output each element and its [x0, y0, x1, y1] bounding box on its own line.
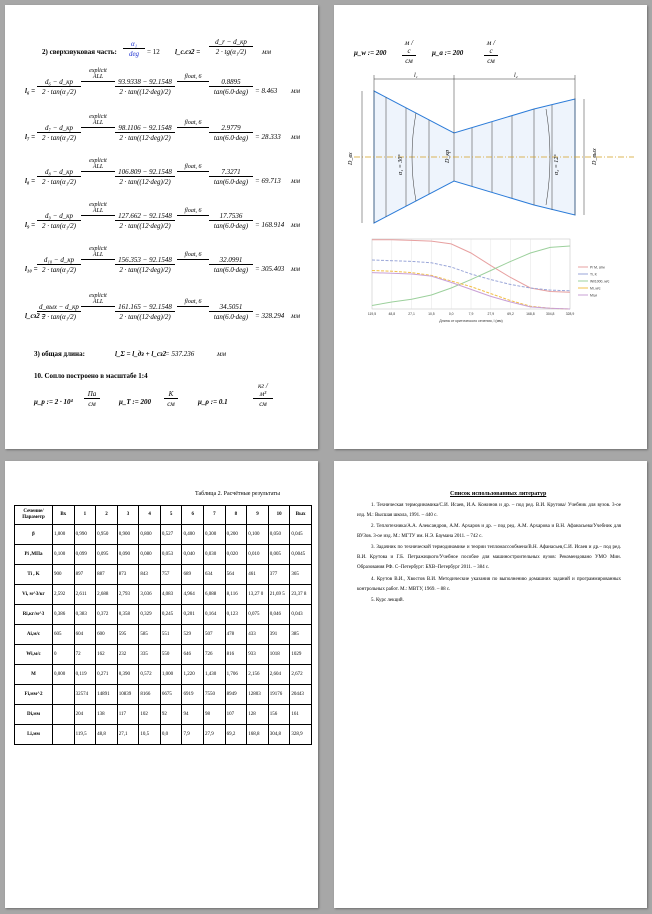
formula-row — [25, 114, 315, 152]
table-cell: 646 — [182, 645, 204, 665]
table-cell: 128 — [247, 705, 269, 725]
table-row-header: Fi,мм^2 — [15, 685, 53, 705]
legend-label: Mi,м — [590, 293, 597, 298]
table-cell: 433 — [247, 625, 269, 645]
formula-row — [25, 246, 315, 284]
reference-item: 1. Техническая термодинамика/С.И. Исаев, И.А. Кожинов и др. – под ред. В.И. Крутова/ Учебник для вузов. 3-ое изд. М.: Высшая школа, 1991. – 440 с. — [357, 503, 621, 518]
label-din: D_вх — [348, 152, 354, 165]
table-header-cell: 2 — [96, 506, 118, 525]
table-cell: 138 — [96, 705, 118, 725]
label-dkr: D_кр — [445, 149, 451, 163]
x-tick-label: 27,9 — [487, 312, 495, 316]
formula-lhs: l₈ = — [25, 177, 36, 185]
x-tick-label: 168,8 — [526, 312, 535, 316]
float-arrow: float, 6 — [177, 120, 209, 128]
explicit-arrow: explicit ALL — [81, 158, 115, 172]
table-cell: 0,010 — [247, 545, 269, 565]
mu-w: μ_w := 200 — [354, 49, 387, 57]
table-cell: 6919 — [182, 685, 204, 705]
table-cell: 1,430 — [204, 665, 226, 685]
formula-symbolic: d₇ − d_кр 2 · tan(α₁/2) — [37, 124, 81, 142]
table-cell: 161 — [290, 705, 312, 725]
table-cell: 0,372 — [96, 605, 118, 625]
formula-float: 34.5051 tan(6.0·deg) — [209, 303, 253, 321]
table-cell: 156 — [268, 705, 290, 725]
table-cell: 32574 — [74, 685, 96, 705]
formula-unit: мм — [291, 312, 300, 320]
table-row — [15, 545, 312, 565]
formula-numeric: 161.165 − 92.1548 2 · tan((12·deg)/2) — [115, 303, 175, 321]
table-cell: 27,9 — [204, 725, 226, 745]
table-cell: 102 — [139, 705, 161, 725]
table-cell: 634 — [204, 565, 226, 585]
table-row — [15, 685, 312, 705]
table-cell: 0,0045 — [290, 545, 312, 565]
table-cell: 0,045 — [290, 525, 312, 545]
table-header-cell: 3 — [117, 506, 139, 525]
page-drawing — [334, 5, 647, 449]
explicit-arrow: explicit ALL — [81, 246, 115, 260]
table-cell: 391 — [268, 625, 290, 645]
table-cell: 0,030 — [204, 545, 226, 565]
table-header-cell: 10 — [268, 506, 290, 525]
formula-lhs: l₆ = — [25, 87, 36, 95]
x-tick-label: 7,9 — [468, 312, 474, 316]
table-row — [15, 645, 312, 665]
table-cell: 3,036 — [139, 585, 161, 605]
table-cell: 2,688 — [96, 585, 118, 605]
formula-unit: мм — [291, 177, 300, 185]
formula-row — [25, 158, 315, 196]
table-cell: 1,000 — [53, 525, 75, 545]
formula-lhs: l₉ = — [25, 221, 36, 229]
table-cell: 0,099 — [74, 545, 96, 565]
table-cell: 0,358 — [117, 605, 139, 625]
table-cell: 0,200 — [225, 525, 247, 545]
total-length-formula: l_Σ = l_дз + l_сз2 — [115, 350, 167, 358]
table-cell: 0,100 — [53, 545, 75, 565]
table-cell: 1,706 — [225, 665, 247, 685]
table-cell: 12803 — [247, 685, 269, 705]
table-cell: 0,050 — [268, 525, 290, 545]
page-references — [334, 461, 647, 908]
legend-label: Ti, K — [590, 272, 597, 277]
alpha-fraction: α₁ deg — [123, 40, 145, 58]
explicit-arrow: explicit ALL — [81, 202, 115, 216]
formula-result: = 8.463 — [255, 87, 278, 95]
table-cell: 385 — [290, 625, 312, 645]
table-cell: 377 — [268, 565, 290, 585]
table-cell: 1018 — [268, 645, 290, 665]
table-cell: 757 — [160, 565, 182, 585]
x-tick-label: 304,8 — [545, 312, 555, 316]
page-table — [5, 461, 318, 908]
table-cell: 7,9 — [182, 725, 204, 745]
table-cell: 0,075 — [247, 605, 269, 625]
mu-t-unit: K см — [164, 390, 178, 408]
table-cell: 48,8 — [96, 725, 118, 745]
reference-item: 3. Задачник по технической термодинамике и теории тепломассообмена/В.Н. Афанасьев,С.И. Исаев и др.– под ред. В.И. Крутова и Г.Б. Петражицкого/Учебное пособие для машиностроительных вузов: Рекомендовано УМО Мин. Образования РФ. С–Петербург: БХВ–Петербург 2011. – 384 с. — [357, 545, 621, 570]
formula-unit: мм — [291, 221, 300, 229]
supersonic-label: 2) сверхзвуковая часть: — [42, 48, 117, 56]
formula-lhs: l₇ = — [25, 133, 36, 141]
table-cell: 14891 — [96, 685, 118, 705]
table-cell: 726 — [204, 645, 226, 665]
explicit-arrow: explicit ALL — [81, 68, 115, 82]
table-cell: 0,572 — [139, 665, 161, 685]
table-cell: 1,000 — [160, 665, 182, 685]
formula-lhs: l₁₀ = — [25, 265, 38, 273]
table-cell: 232 — [117, 645, 139, 665]
table-cell: 72 — [74, 645, 96, 665]
page-formulas — [5, 5, 318, 449]
table-row — [15, 565, 312, 585]
formula-symbolic: d₉ − d_кр 2 · tan(α₁/2) — [37, 212, 81, 230]
table-cell: 0,300 — [204, 525, 226, 545]
table-cell: 605 — [53, 625, 75, 645]
table-cell: 0,245 — [160, 605, 182, 625]
table-cell: 0,201 — [182, 605, 204, 625]
table-cell: 19176 — [268, 685, 290, 705]
table-cell: 933 — [247, 645, 269, 665]
float-arrow: float, 6 — [177, 252, 209, 260]
table-cell: 0,386 — [53, 605, 75, 625]
table-body — [15, 525, 312, 745]
table-cell: 23,37 8 — [290, 585, 312, 605]
table-cell: 0,000 — [53, 665, 75, 685]
table-cell: 21,69 5 — [268, 585, 290, 605]
table-row-header: M — [15, 665, 53, 685]
table-cell: 843 — [139, 565, 161, 585]
x-tick-label: 48,8 — [388, 312, 396, 316]
table-cell: 564 — [225, 565, 247, 585]
formula-float: 17.7536 tan(6.0·deg) — [209, 212, 253, 230]
formula-numeric: 106.809 − 92.1548 2 · tan((12·deg)/2) — [115, 168, 175, 186]
float-arrow: float, 6 — [177, 74, 209, 82]
table-cell: 0,527 — [160, 525, 182, 545]
table-cell: 689 — [182, 565, 204, 585]
table-cell: 119,5 — [74, 725, 96, 745]
table-cell: 365 — [290, 565, 312, 585]
table-header-cell: Вых — [290, 506, 312, 525]
table-cell: 27,1 — [117, 725, 139, 745]
label-l1: l₁ — [414, 73, 418, 79]
label-dout: D_вых — [592, 148, 598, 165]
table-cell: 604 — [74, 625, 96, 645]
formula-unit: мм — [291, 133, 300, 141]
table-cell: 6,088 — [204, 585, 226, 605]
formula-result: = 168.914 — [255, 221, 285, 229]
table-header-cell: Вх — [53, 506, 75, 525]
mu-rho: μ_ρ := 0.1 — [198, 398, 228, 406]
reference-item: 5. Курс лекций. — [371, 598, 404, 603]
table-cell: 8166 — [139, 685, 161, 705]
table-cell: 0,383 — [74, 605, 96, 625]
float-arrow: float, 6 — [177, 208, 209, 216]
total-length-unit: мм — [217, 350, 226, 358]
table-row — [15, 525, 312, 545]
table-cell: 550 — [160, 645, 182, 665]
table-cell: 529 — [182, 625, 204, 645]
explicit-arrow: explicit ALL — [81, 114, 115, 128]
formula-float: 32.0991 tan(6.0·deg) — [209, 256, 253, 274]
table-cell: 8,116 — [225, 585, 247, 605]
table-cell: 595 — [117, 625, 139, 645]
table-cell: 873 — [117, 565, 139, 585]
table-cell: 2,672 — [290, 665, 312, 685]
formula-result: = 69.713 — [255, 177, 281, 185]
table-cell: 168,8 — [247, 725, 269, 745]
table-cell: 0,095 — [96, 545, 118, 565]
table-row-header: Wi,м/с — [15, 645, 53, 665]
table-row-header: Ri,кг/м^3 — [15, 605, 53, 625]
table-cell — [53, 725, 75, 745]
formula-row — [25, 202, 315, 240]
mu-a-unit: м / с см — [484, 39, 498, 65]
table-cell: 94 — [182, 705, 204, 725]
x-tick-label: 0,0 — [448, 312, 454, 316]
table-row-header: β — [15, 525, 53, 545]
explicit-arrow: explicit ALL — [81, 293, 115, 307]
results-table — [14, 505, 312, 745]
table-header-cell: 1 — [74, 506, 96, 525]
table-cell: 0,329 — [139, 605, 161, 625]
table-row-header: Di,мм — [15, 705, 53, 725]
table-row-header: Vi, м^3/кг — [15, 585, 53, 605]
table-cell: 0,090 — [117, 545, 139, 565]
table-cell: 98 — [204, 705, 226, 725]
table-header-cell: 4 — [139, 506, 161, 525]
table-cell: 0,800 — [139, 525, 161, 545]
table-cell: 204 — [74, 705, 96, 725]
table-cell: 10839 — [117, 685, 139, 705]
reference-item: 2. Теплотехника/А.А. Александров, А.М. Архаров и др. – под ред. А.М. Архарова и В.Н. Афанасьева/Учебник для ВУЗов. 3-ое изд. М.: МГТУ им. Н.Э. Баумана 2011. – 742 с. — [357, 524, 621, 539]
table-cell: 2,592 — [53, 585, 75, 605]
table-cell: 0,080 — [139, 545, 161, 565]
table-header-cell: 8 — [225, 506, 247, 525]
legend-label: P/ M, атм — [590, 265, 605, 270]
table-cell: 92 — [160, 705, 182, 725]
total-length-value: = 537.236 — [165, 350, 195, 358]
table-header-cell: 9 — [247, 506, 269, 525]
formula-numeric: 98.1106 − 92.1548 2 · tan((12·deg)/2) — [115, 124, 175, 142]
table-cell: 117 — [117, 705, 139, 725]
table-cell: 335 — [139, 645, 161, 665]
section10-heading: 10. Сопло построено в масштабе 1:4 — [34, 372, 148, 380]
formula-numeric: 93.9338 − 92.1548 2 · tan((12·deg)/2) — [115, 78, 175, 96]
x-axis-label: Длина от критического сечения, l (мм) — [439, 319, 503, 323]
lc-unit: мм — [262, 48, 271, 56]
formula-symbolic: d₆ − d_кр 2 · tan(α₁/2) — [37, 78, 81, 96]
table-cell: 0,390 — [117, 665, 139, 685]
x-tick-label: 69,2 — [507, 312, 514, 316]
table-cell: 0,043 — [290, 605, 312, 625]
formula-lhs: l_сз2 = — [25, 312, 46, 320]
table-cell: 304,8 — [268, 725, 290, 745]
label-l2: l₂ — [514, 73, 518, 79]
float-arrow: float, 6 — [177, 164, 209, 172]
table-cell: 328,9 — [290, 725, 312, 745]
table-row-header: Li,мм — [15, 725, 53, 745]
table-header-cell: 6 — [182, 506, 204, 525]
table-cell: 0 — [53, 645, 75, 665]
x-tick-label: 328,9 — [565, 312, 575, 316]
mu-w-unit: м / с см — [402, 39, 416, 65]
float-arrow: float, 6 — [177, 299, 209, 307]
table-row-header: Ai,м/с — [15, 625, 53, 645]
table-caption: Таблица 2. Расчётные результаты — [195, 491, 280, 497]
table-cell: 0,0 — [160, 725, 182, 745]
x-tick-label: 27,1 — [408, 312, 415, 316]
table-cell: 507 — [204, 625, 226, 645]
table-cell: 1,220 — [182, 665, 204, 685]
formula-row — [25, 293, 315, 331]
table-header-cell: 7 — [204, 506, 226, 525]
table-cell: 0,040 — [182, 545, 204, 565]
formula-numeric: 156.353 − 92.1548 2 · tan((12·deg)/2) — [115, 256, 175, 274]
table-cell: 551 — [160, 625, 182, 645]
table-cell: 600 — [96, 625, 118, 645]
table-cell: 585 — [139, 625, 161, 645]
total-length-label: 3) общая длина: — [34, 350, 85, 358]
table-cell: 897 — [74, 565, 96, 585]
table-cell: 162 — [96, 645, 118, 665]
table-cell: 0,271 — [96, 665, 118, 685]
formula-float: 0.8895 tan(6.0·deg) — [209, 78, 253, 96]
table-row-header: Pi ,МПа — [15, 545, 53, 565]
table-cell: 0,400 — [182, 525, 204, 545]
table-cell: 1029 — [290, 645, 312, 665]
table-cell — [53, 705, 75, 725]
formula-symbolic: d_вых − d_кр 2 · tan(α₁/2) — [37, 303, 81, 321]
x-tick-label: 119,5 — [367, 312, 377, 316]
table-cell: 887 — [96, 565, 118, 585]
table-row — [15, 585, 312, 605]
parameter-chart — [334, 231, 647, 331]
x-tick-label: 10,5 — [428, 312, 435, 316]
formula-result: = 28.333 — [255, 133, 281, 141]
formula-result: = 328.294 — [255, 312, 285, 320]
table-cell: 69,2 — [225, 725, 247, 745]
mu-rho-unit: кг / м³ см — [253, 382, 273, 408]
table-cell: 0,119 — [74, 665, 96, 685]
table-cell — [53, 685, 75, 705]
table-row — [15, 625, 312, 645]
table-header-row — [15, 506, 312, 525]
table-cell: 107 — [225, 705, 247, 725]
legend-label: Mi, м/с — [590, 286, 601, 291]
table-cell: 4,083 — [160, 585, 182, 605]
table-cell: 4,964 — [182, 585, 204, 605]
formula-symbolic: d₈ − d_кр 2 · tan(α₁/2) — [37, 168, 81, 186]
table-cell: 0,900 — [117, 525, 139, 545]
mu-t: μ_T := 200 — [119, 398, 151, 406]
alpha-value: = 12 — [147, 48, 160, 56]
formula-symbolic: d₁₀ − d_кр 2 · tan(α₁/2) — [37, 256, 81, 274]
mu-p: μ_p := 2 · 10⁴ — [34, 398, 73, 406]
table-cell: 2,611 — [74, 585, 96, 605]
table-cell: 2,604 — [268, 665, 290, 685]
formula-unit: мм — [291, 87, 300, 95]
table-header-cell: 5 — [160, 506, 182, 525]
table-header-cell: Сечение/ Параметр — [15, 506, 53, 525]
reference-item: 4. Крутов В.И., Хвостов В.И. Методические указания по выполнению домашних заданий и программированных контрольных работ. М.: МВТУ, 1969. – 88 с. — [357, 577, 621, 592]
table-cell: 2,156 — [247, 665, 269, 685]
formula-float: 7.3271 tan(6.0·deg) — [209, 168, 253, 186]
table-cell: 0,950 — [96, 525, 118, 545]
table-row — [15, 725, 312, 745]
table-cell: 0,005 — [268, 545, 290, 565]
formula-result: = 305.403 — [255, 265, 285, 273]
table-row — [15, 665, 312, 685]
table-cell: 13,27 0 — [247, 585, 269, 605]
table-row — [15, 705, 312, 725]
nozzle-drawing — [334, 65, 647, 225]
lc-fraction: d_r − d_кр 2 · tg(α₁/2) — [209, 38, 253, 56]
table-cell: 8949 — [225, 685, 247, 705]
table-cell: 0,123 — [225, 605, 247, 625]
lc-lhs: l_c.сз2 = — [175, 48, 201, 56]
table-row — [15, 605, 312, 625]
formula-unit: мм — [291, 265, 300, 273]
table-cell: 816 — [225, 645, 247, 665]
table-cell: 0,164 — [204, 605, 226, 625]
mu-a: μ_a := 200 — [432, 49, 464, 57]
formula-row — [25, 68, 315, 106]
label-alpha2: α₂ = 12° — [554, 154, 560, 175]
table-cell: 0,100 — [247, 525, 269, 545]
table-cell: 461 — [247, 565, 269, 585]
legend-label: Wi/1000, м/с — [590, 279, 610, 284]
table-cell: 0,020 — [225, 545, 247, 565]
formula-float: 2.9779 tan(6.0·deg) — [209, 124, 253, 142]
table-cell: 478 — [225, 625, 247, 645]
table-cell: 7550 — [204, 685, 226, 705]
table-cell: 0,990 — [74, 525, 96, 545]
references-title: Список использованных литератур — [450, 491, 547, 497]
table-row-header: Ti , K — [15, 565, 53, 585]
label-alpha1: α₁ = 30° — [398, 154, 404, 175]
table-cell: 10,5 — [139, 725, 161, 745]
table-cell: 6675 — [160, 685, 182, 705]
table-cell: 0,046 — [268, 605, 290, 625]
table-cell: 900 — [53, 565, 75, 585]
formula-numeric: 127.662 − 92.1548 2 · tan((12·deg)/2) — [115, 212, 175, 230]
table-cell: 2,793 — [117, 585, 139, 605]
table-cell: 20443 — [290, 685, 312, 705]
mu-p-unit: Па см — [84, 390, 100, 408]
table-cell: 0,053 — [160, 545, 182, 565]
